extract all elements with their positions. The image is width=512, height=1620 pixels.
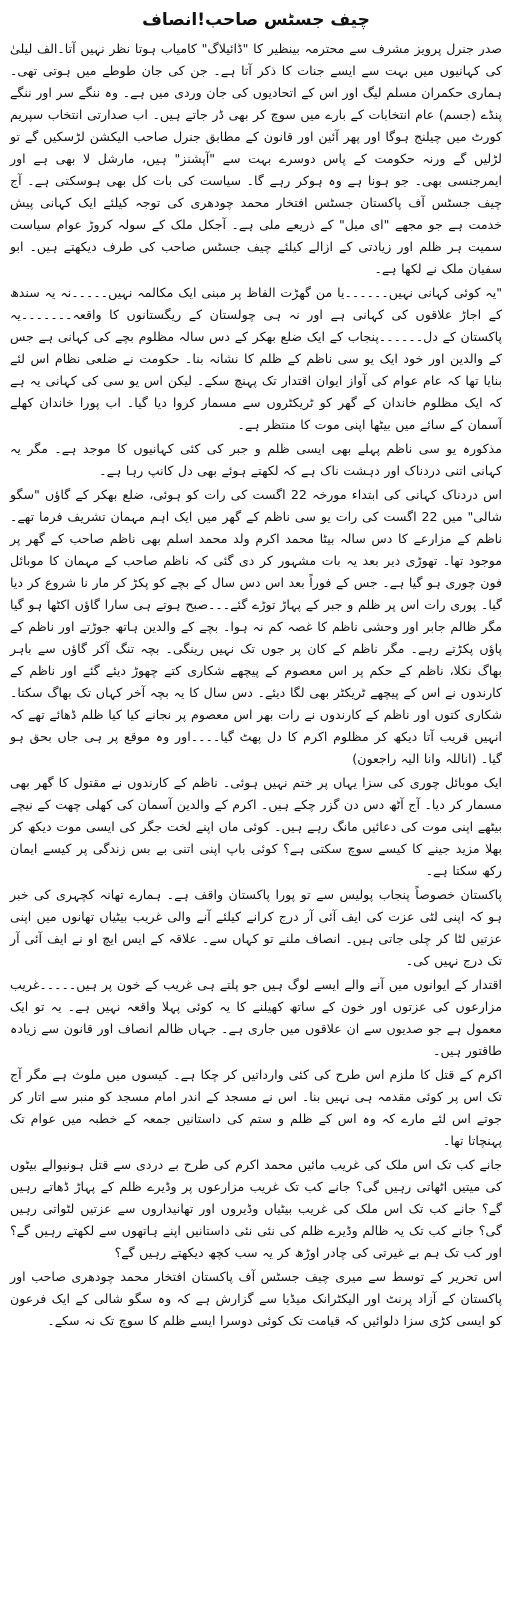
headline: چیف جسٹس صاحب!انصاف [142,10,370,30]
paragraph-accused: اکرم کے قتل کا ملزم اس طرح کی کئی وارداتیں کر چکا ہے۔ کیسوں میں ملوث ہے مگر آج تک اس پر کوئی مقدمہ ہی نہیں بنا۔ اس نے مسجد کے اندر امام مسجد کو منبر سے اتار کر جوتے اس لئے مارے کہ وہ اس کے ظلم و ستم کی داستانیں جمعہ کے خطبہ میں عوام تک پہنچاتا تھا۔ [10,1067,502,1148]
paragraph-aftermath: ایک موبائل چوری کی سزا یہاں پر ختم نہیں ہوئی۔ ناظم کے کارندوں نے مقتول کا گھر بھی مسمار کر دیا۔ آج آٹھ دس دن گزر چکے ہیں۔ اکرم کے والدین آسمان کی کھلی چھت کے نیچے بیٹھے اپنی موت کی دعائیں مانگ رہے ہیں۔ کوئی ماں اپنے لخت جگر کی ایسی موت دیکھ کر بھلا مزید جینے کا کیسے سوچ سکتی ہے؟ کوئی باپ اپنی اتنی بے بس زندگی پر کیسے ایمان رکھ سکتا ہے۔ [10,775,502,878]
paragraph-story-opening: "یہ کوئی کہانی نہیں۔۔۔۔۔۔یا من گھڑت الفاظ پر مبنی ایک مکالمہ نہیں۔۔۔۔۔نہ یہ سندھ کے اجاڑ علاقوں کی کہانی ہے اور نہ ہی چولستان کے ریگستانوں کا واقعہ۔۔۔۔۔۔۔یہ پاکستان کے دل۔۔۔۔۔۔پنجاب کے ایک ضلع بھکر کے دس سالہ مظلوم بچے کی کہانی ہے جس کے والدین اور خود ایک یو سی ناظم کے ظلم کا نشانہ بنا۔ حکومت نے ضلعی نظام اس لئے بنایا تھا کہ عام عوام کی آواز ایوان اقتدار تک پہنچ سکے۔ لیکن اس یو سی کی کہانی یہ ہے کہ ایک مظلوم خاندان کے گھر کو ٹریکٹروں سے مسمار کروا دیا گیا۔ اب پورا خاندان کھلے آسمان کے سائے میں بیٹھا اپنی موت کا منتظر ہے۔ [10,285,502,432]
paragraph-intro: صدر جنرل پرویز مشرف سے محترمہ بینظیر کا "ڈائیلاگ" کامیاب ہوتا نظر نہیں آتا۔الف لیلیٰ کی کہانیوں میں بہت سے ایسے جنات کا ذکر آتا ہے۔ جن کی جان طوطے میں ہوتی تھی۔ ہماری حکمران مسلم لیگ اور اس کے اتحادیوں کی جان وردی میں ہے۔ وہ ننگے سر اور ننگے پنڈے (جسم) عام انتخابات کے بارے میں سوچ کر بھی ڈر جاتے ہیں۔ اب صدارتی انتخاب سپریم کورٹ میں چیلنج ہوگا اور پھر آئین اور قانون کے مطابق جنرل صاحب الیکشن لڑسکیں گے تو لڑلیں گے ورنہ حکومت کے پاس دوسرے بہت سے "آپشنز" ہیں، مارشل لا بھی ہے اور ایمرجنسی بھی۔ جو ہونا ہے وہ ہوکر رہے گا۔ سیاست کی بات کل بھی ہوسکتی ہے۔ آج چیف جسٹس آف پاکستان جسٹس افتخار محمد چودھری کی توجہ کیلئے ایک کہانی پیش خدمت ہے جو مجھے "ای میل" کے ذریعے ملی ہے۔ آجکل ملک کے سولہ کروڑ عوام سیاست سمیت ہر ظلم اور زیادتی کے ازالے کیلئے چیف جسٹس صاحب کی طرف دیکھتے ہیں۔ ابو سفیان ملک نے لکھا ہے۔ [10,41,502,276]
paragraph-power: اقتدار کے ایوانوں میں آنے والے ایسے لوگ ہیں جو پلتے ہی غریب کے خون پر ہیں۔۔۔۔۔غریب مزارعوں کی عزتوں اور خون کے ساتھ کھیلنے کا یہ کوئی پہلا واقعہ نہیں ہے۔ یہ تو ایک معمول ہے جو صدیوں سے ان علاقوں میں جاری ہے۔ جہاں ظالم انصاف اور قانون سے زیادہ طاقتور ہیں۔ [10,977,502,1058]
paragraph-questions: جانے کب تک اس ملک کی غریب مائیں محمد اکرم کی طرح بے دردی سے قتل ہونیوالے بیٹوں کی میتیں اٹھاتی رہیں گی؟ جانے کب تک غریب مزارعوں پر وڈیرے ظلم کے پہاڑ ڈھاتے رہیں گے؟ جانے کب تک اس ملک کی غریب بیٹیاں وڈیروں اور تھانیداروں سے عزتیں لٹواتی رہیں گی؟ جانے کب تک یہ ظالم وڈیرے ظلم کی نئی نئی داستانیں اپنے ہاتھوں سے لکھتے رہیں گے؟ اور کب تک ہم بے غیرتی کی چادر اوڑھ کر یہ سب کچھ دیکھتے رہیں گے؟ [10,1157,502,1260]
paragraph-incident: اس دردناک کہانی کی ابتداء مورخہ 22 اگست کی رات کو ہوئی، ضلع بھکر کے گاؤں "سگو شالی" میں 22 اگست کی رات یو سی ناظم کے گھر میں ایک اہم مہمان تشریف فرما تھے۔ ناظم کے مزارعے کا دس سالہ بیٹا محمد اکرم ولد محمد اسلم بھی ناظم صاحب کے گھر پر موجود تھا۔ تھوڑی دیر بعد یہ بات مشہور کر دی گئی کہ ناظم صاحب کے مہمان کا موبائل فون چوری ہو گیا ہے۔ جس کے فوراً بعد اس دس سال کے بچے کو پکڑ کر مار نا شروع کر دیا گیا۔ پوری رات اس پر ظلم و جبر کے پہاڑ توڑے گئے۔۔۔صبح ہوتے ہی سارا گاؤں اکٹھا ہو گیا مگر ظالم جابر اور وحشی ناظم کا غصہ کم نہ ہوا۔ بچے کے والدین ہاتھ جوڑتے اور ناظم کے پاؤں پکڑتے رہے۔ مگر ناظم کے کان پر جوں تک نہیں رینگی۔ بچہ تنگ آکر گاؤں سے باہر بھاگ نکلا، ناظم کے حکم پر اس معصوم کے پیچھے شکاری کتے چھوڑ دیئے گئے اور ناظم کے کارندوں نے اس کے پیچھے ٹریکٹر بھی لگا دیئے۔ دس سال کا یہ بچہ آخر کہاں تک بھاگ سکتا۔ شکاری کتوں اور ناظم کے کارندوں نے رات بھر اس معصوم پر نجانے کیا کیا ظلم ڈھائے تھے کہ انہیں قریب آتا دیکھ کر مظلوم اکرم کا دل پھٹ گیا۔۔۔۔اور وہ موقع پر ہی جاں بحق ہو گیا۔ (اناللہ وانا الیہ راجعون) [10,487,503,766]
paragraph-nazim-history: مذکورہ یو سی ناظم پہلے بھی ایسی ظلم و جبر کی کئی کہانیوں کا موجد ہے۔ مگر یہ کہانی اتنی دردناک اور دہشت ناک ہے کہ لکھتے ہوئے بھی دل کانپ رہا ہے۔ [10,441,502,478]
paragraph-police: پاکستان خصوصاً پنجاب پولیس سے تو پورا پاکستان واقف ہے۔ ہمارے تھانہ کچہری کی خبر ہو کہ اپنی لٹی عزت کی ایف آئی آر درج کرانے کیلئے آنے والی غریب بیٹیاں تھانوں میں اپنی عزتیں لٹا کر چلی جاتی ہیں۔ انصاف ملنے تو کہاں سے۔ علاقہ کے ایس ایچ او نے ایف آئی آر تک درج نہیں کی۔ [10,887,502,968]
paragraph-appeal: اس تحریر کے توسط سے میری چیف جسٹس آف پاکستان افتخار محمد چودھری صاحب اور پاکستان کے آزاد پرنٹ اور الیکٹرانک میڈیا سے گزارش ہے کہ وہ سگو شالی کے ایک فرعون کو ایسی کڑی سزا دلوائیں کہ قیامت تک کوئی دوسرا ایسے ظلم کا سوچ تک نہ سکے۔ [10,1269,502,1328]
